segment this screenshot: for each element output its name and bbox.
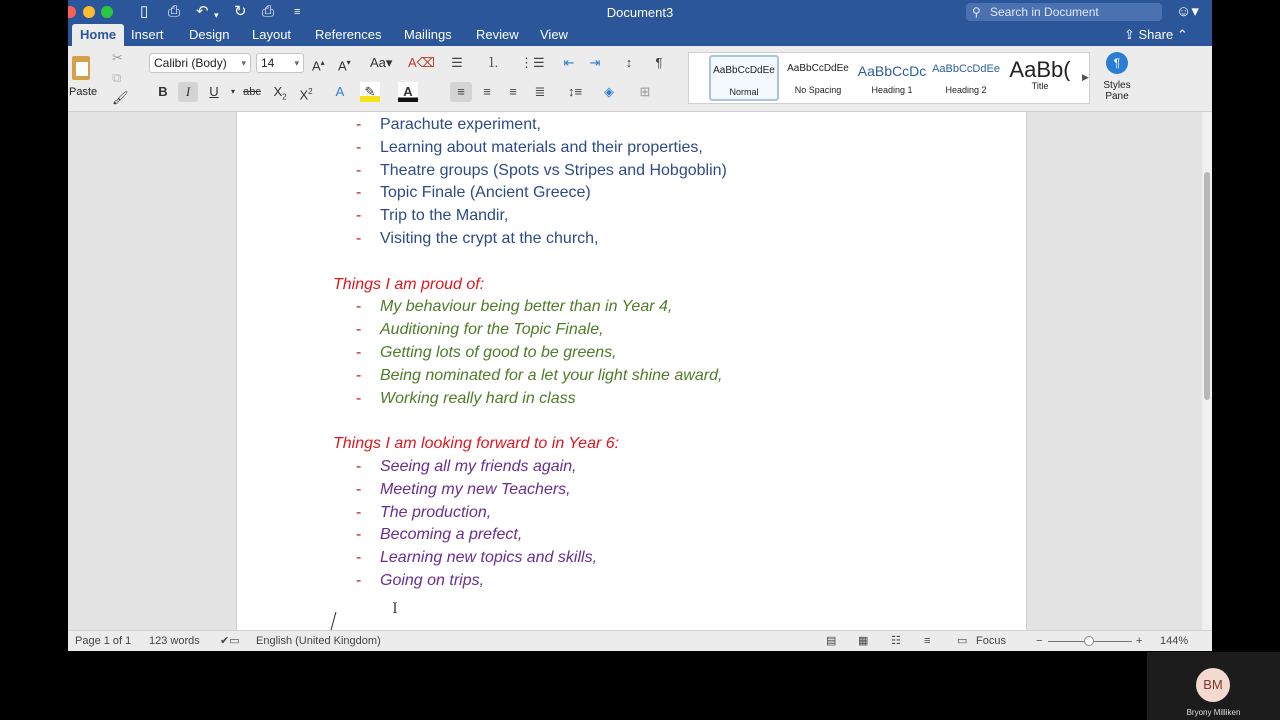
tab-references[interactable]: References (315, 27, 382, 42)
list-bullet: - (356, 116, 362, 133)
activity-item: Learning about materials and their properties, (380, 138, 703, 156)
language[interactable]: English (United Kingdom) (256, 635, 381, 647)
clear-formatting-icon[interactable]: A⌫ (408, 55, 436, 70)
italic-button[interactable]: I (178, 82, 198, 102)
undo-dropdown-icon[interactable]: ▾ (214, 10, 219, 20)
activity-item: Trip to the Mandir, (380, 207, 509, 225)
list-bullet: - (356, 480, 362, 498)
styles-pane-icon: ¶ (1106, 52, 1128, 74)
participant-tile[interactable] (1147, 652, 1280, 720)
list-bullet: - (356, 366, 362, 384)
participant-name: Bryony Milliken (1186, 708, 1241, 717)
list-bullet: - (356, 138, 362, 156)
tab-mailings[interactable]: Mailings (404, 27, 452, 42)
list-bullet: - (356, 344, 362, 361)
style-name: Heading 2 (945, 85, 987, 95)
document-area (68, 112, 1202, 630)
zoom-slider-handle[interactable] (1084, 636, 1094, 646)
activity-item: Parachute experiment, (380, 116, 541, 133)
scrollbar-thumb[interactable] (1204, 172, 1210, 400)
clipboard-icon (72, 56, 90, 80)
print-layout-icon[interactable]: ▤ (826, 635, 837, 647)
tab-review[interactable]: Review (476, 27, 519, 42)
show-formatting-marks-icon[interactable]: ¶ (655, 55, 663, 70)
list-bullet: - (356, 230, 362, 247)
underline-dropdown-icon[interactable]: ▾ (230, 87, 235, 96)
list-bullet: - (356, 549, 362, 567)
numbering-icon[interactable]: ⒈ (486, 55, 500, 70)
word-count[interactable]: 123 words (149, 635, 200, 647)
align-right-icon[interactable]: ≡ (509, 84, 517, 99)
style-title[interactable] (1005, 55, 1075, 101)
paste-label: Paste (69, 86, 98, 98)
web-layout-icon[interactable]: ▦ (858, 635, 869, 647)
search-icon: ⚲ (972, 5, 981, 19)
save-icon[interactable]: ⎙ (168, 3, 181, 20)
strikethrough-button[interactable]: abc (243, 86, 261, 98)
share-label: Share (1138, 27, 1174, 42)
document-page[interactable] (236, 112, 1027, 630)
grow-font-icon[interactable]: A▴ (312, 58, 325, 74)
change-case-icon[interactable]: Aa▾ (370, 55, 393, 70)
text-effects-icon[interactable]: A (335, 84, 345, 99)
proofing-icon[interactable]: ✔▭ (220, 635, 240, 647)
proud-item: Working really hard in class (380, 389, 576, 407)
shrink-font-icon[interactable]: A▾ (338, 58, 351, 74)
highlight-icon[interactable]: ✎ (360, 82, 380, 102)
styles-more-icon[interactable]: ▶ (1082, 72, 1089, 82)
search-placeholder: Search in Document (990, 5, 1099, 19)
focus-button[interactable]: Focus (976, 635, 1006, 647)
list-bullet: - (356, 389, 362, 407)
chevron-down-icon: ▾ (241, 58, 246, 68)
tab-insert[interactable]: Insert (131, 27, 164, 42)
styles-pane-button[interactable] (1100, 52, 1134, 108)
underline-button[interactable]: U (209, 84, 219, 99)
home-ribbon (68, 46, 1212, 112)
font-color-icon[interactable]: A (398, 82, 418, 102)
style-sample: AaBbCcDdEe (787, 63, 849, 74)
style-name: Title (1031, 81, 1049, 91)
proud-item: My behaviour being better than in Year 4, (380, 298, 673, 316)
zoom-level[interactable]: 144% (1160, 635, 1189, 647)
superscript-button[interactable]: $X^2$ (299, 87, 313, 103)
style-name: Normal (729, 87, 759, 97)
decrease-indent-icon[interactable]: ⇤ (563, 55, 575, 70)
tab-layout[interactable]: Layout (252, 27, 292, 42)
chevron-down-icon: ▾ (294, 58, 299, 68)
collapse-ribbon-icon[interactable]: ⌃ (1173, 27, 1188, 42)
zoom-out-icon[interactable]: − (1036, 635, 1043, 647)
style-sample: AaBbCcDc (857, 63, 927, 79)
undo-icon[interactable]: ↶ (196, 3, 209, 20)
title-bar (68, 0, 1212, 24)
tab-view[interactable]: View (540, 27, 568, 42)
ribbon-tabs (68, 24, 1212, 46)
align-center-icon[interactable]: ≡ (483, 84, 491, 99)
sort-icon[interactable]: ↕ (625, 55, 633, 70)
justify-icon[interactable]: ≣ (534, 84, 546, 99)
increase-indent-icon[interactable]: ⇥ (589, 55, 601, 70)
zoom-in-icon[interactable]: + (1136, 635, 1143, 647)
style-heading-2[interactable] (931, 55, 1001, 101)
list-bullet: - (356, 298, 362, 316)
outline-view-icon[interactable]: ☷ (891, 635, 901, 647)
forward-item: Going on trips, (380, 572, 485, 589)
bold-button[interactable]: B (158, 84, 168, 99)
forward-item: Seeing all my friends again, (380, 458, 577, 475)
font-size-value: 14 (261, 56, 275, 70)
list-bullet: - (356, 526, 362, 544)
search-input[interactable] (966, 3, 1162, 21)
forward-item: The production, (380, 503, 492, 521)
draft-view-icon[interactable]: ≡ (924, 635, 931, 647)
status-bar (68, 630, 1212, 651)
style-normal[interactable] (709, 55, 779, 101)
style-sample: AaBbCcDdEe (713, 65, 775, 76)
cut-icon[interactable]: ✂ (112, 50, 123, 65)
forward-item: Learning new topics and skills, (380, 549, 598, 567)
styles-pane-label: Styles Pane (1103, 80, 1131, 102)
list-bullet: - (356, 458, 362, 475)
document-title: Document3 (606, 5, 674, 20)
bullets-icon[interactable]: ☰ (451, 55, 463, 70)
list-bullet: - (356, 184, 362, 202)
print-icon[interactable]: ⎙ (262, 3, 275, 20)
font-size-select[interactable] (256, 53, 304, 73)
style-heading-1[interactable] (857, 55, 927, 101)
list-bullet: - (356, 161, 362, 179)
customize-toolbar-icon[interactable]: ≡ (294, 6, 301, 18)
style-name: Heading 1 (871, 85, 913, 95)
tab-home[interactable]: Home (72, 24, 124, 46)
share-button[interactable] (1124, 24, 1188, 46)
proud-item: Getting lots of good to be greens, (380, 344, 617, 361)
style-sample: AaBb( (1009, 57, 1071, 81)
paste-button[interactable] (70, 52, 110, 108)
tab-design[interactable]: Design (189, 27, 230, 42)
borders-icon[interactable]: ⊞ (639, 84, 651, 99)
sidebar-toggle-icon[interactable]: ▯ (140, 3, 149, 20)
line-spacing-icon[interactable]: ↕≡ (567, 84, 583, 99)
multilevel-list-icon[interactable]: ⋮☰ (520, 55, 545, 70)
list-bullet: - (356, 207, 362, 225)
page-count[interactable]: Page 1 of 1 (75, 635, 132, 647)
share-icon: ⇪ (1124, 27, 1139, 42)
proud-item: Being nominated for a let your light shine award, (380, 366, 723, 384)
forward-heading-text: Things I am looking forward to in Year 6: (333, 435, 620, 453)
copy-icon[interactable]: ⧉ (112, 70, 122, 85)
styles-gallery (688, 52, 1090, 104)
word-window (68, 0, 1212, 651)
avatar: BM (1196, 668, 1230, 702)
proud-heading-text: Things I am proud of: (333, 275, 485, 293)
proud-item: Auditioning for the Topic Finale, (380, 321, 604, 339)
vertical-scrollbar[interactable] (1202, 112, 1212, 630)
format-painter-icon[interactable]: 🖌 (112, 90, 129, 105)
activity-item: Theatre groups (Spots vs Stripes and Hobgoblin) (380, 161, 727, 179)
style-name: No Spacing (794, 85, 842, 95)
forward-item: Becoming a prefect, (380, 526, 523, 544)
list-bullet: - (356, 503, 362, 521)
font-name-value: Calibri (Body) (154, 56, 227, 70)
redo-icon[interactable]: ↻ (234, 3, 247, 20)
list-bullet: - (356, 321, 362, 339)
activity-item: Topic Finale (Ancient Greece) (380, 184, 591, 202)
align-left-icon[interactable]: ≡ (450, 82, 472, 102)
style-no-spacing[interactable] (783, 55, 853, 101)
list-bullet: - (356, 572, 362, 589)
subscript-button[interactable]: $X_2$ (273, 84, 287, 102)
ibeam-cursor-icon: Ｉ (388, 600, 402, 616)
shading-icon[interactable]: ◈ (604, 84, 614, 99)
focus-icon[interactable]: ▭ (957, 635, 968, 647)
forward-item: Meeting my new Teachers, (380, 480, 571, 498)
font-name-select[interactable] (149, 53, 251, 73)
feedback-smiley-icon[interactable]: ☺▾ (1176, 3, 1199, 20)
activity-item: Visiting the crypt at the church, (380, 230, 599, 247)
style-sample: AaBbCcDdEe (932, 63, 1000, 75)
